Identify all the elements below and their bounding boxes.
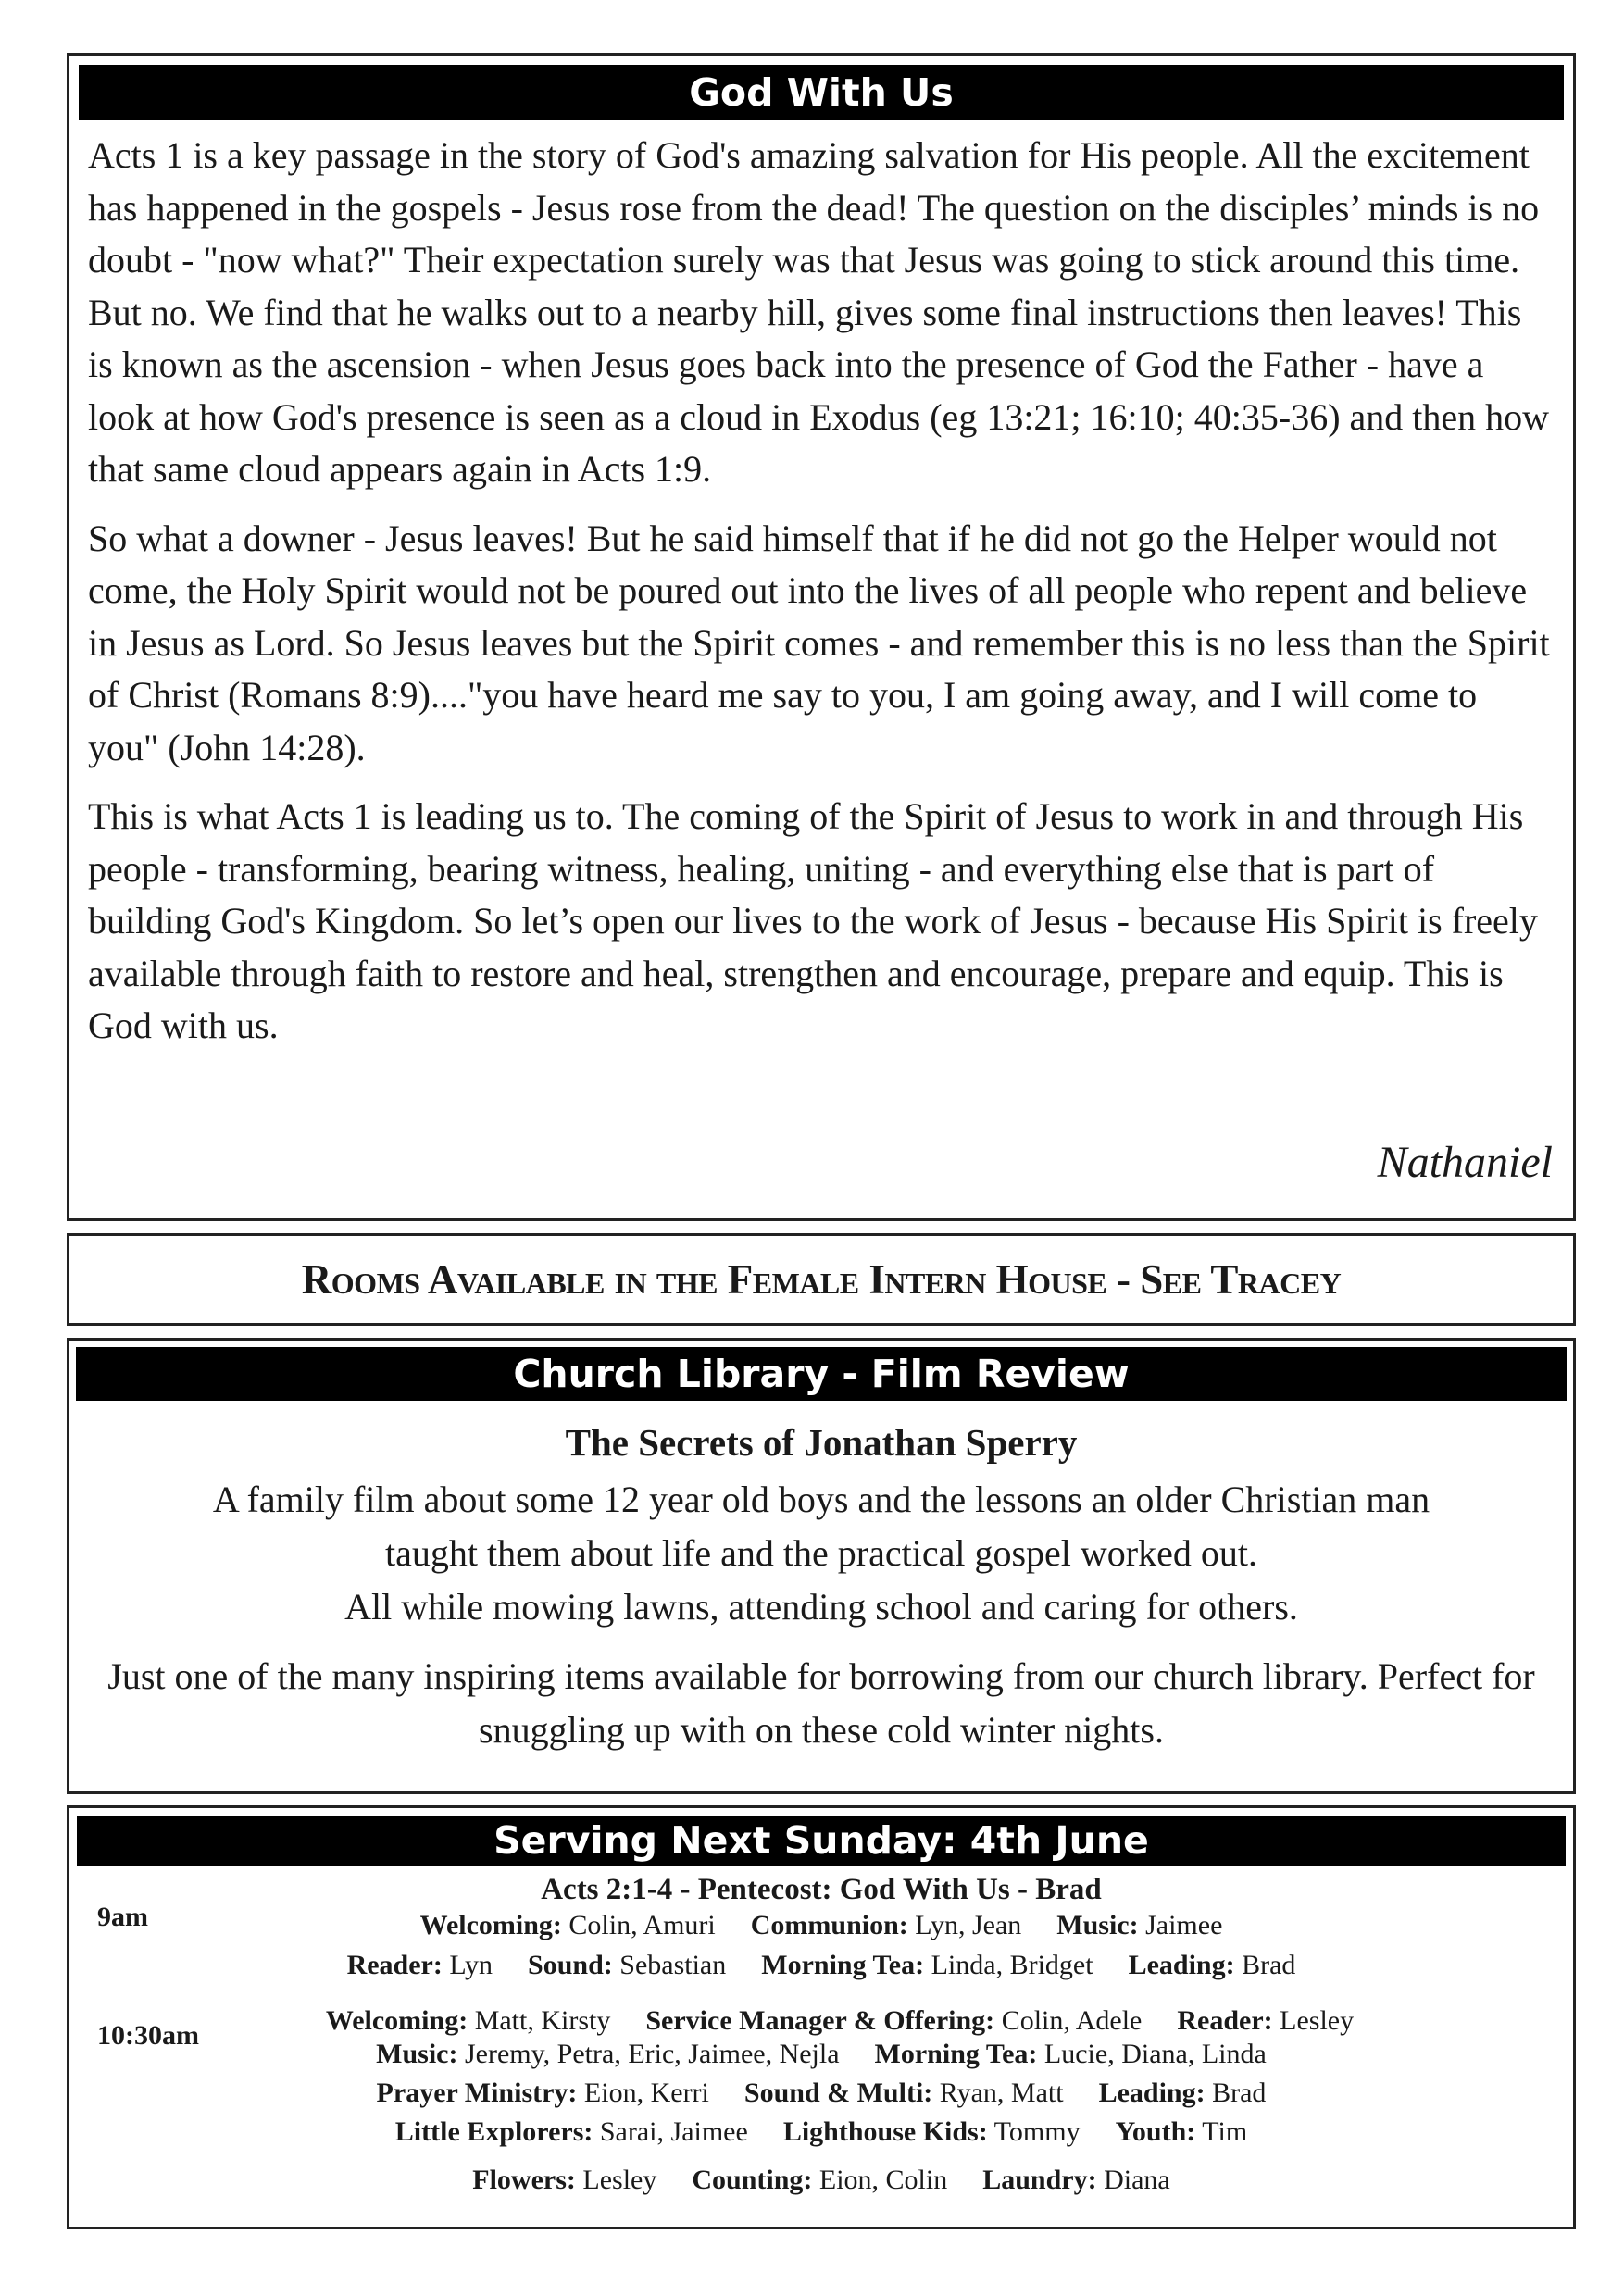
roster-role: Welcoming: (419, 1910, 562, 1940)
roster-names: Ryan, Matt (932, 2078, 1064, 2108)
roster-names: Linda, Bridget (924, 1950, 1093, 1980)
roster-role: Reader: (1177, 2005, 1273, 2036)
roster-role: Little Explorers: (394, 2116, 593, 2147)
library-heading: Church Library - Film Review (76, 1347, 1567, 1401)
roster-row (69, 1908, 1573, 1943)
serving-section (67, 1805, 1576, 2229)
film-description (79, 1473, 1564, 1634)
serving-subheading: Acts 2:1-4 - Pentecost: God With Us - Brad (541, 1873, 1102, 1906)
roster-role: Welcoming: (325, 2005, 468, 2036)
roster-role: Laundry: (982, 2165, 1097, 2195)
god-with-us-section (67, 53, 1576, 1221)
roster-role: Leading: (1128, 1950, 1235, 1980)
serving-heading: Serving Next Sunday: 4th June (77, 1816, 1566, 1866)
roster-role: Music: (1056, 1910, 1139, 1940)
description-line: A family film about some 12 year old boys and the lessons an older Christian man (212, 1479, 1430, 1520)
roster-names: Brad (1234, 1950, 1296, 1980)
roster-role: Communion: (750, 1910, 908, 1940)
roster-row (69, 2003, 1573, 2039)
roster-row (69, 2163, 1573, 2198)
roster-names: Lesley (1272, 2005, 1355, 2036)
roster-names: Jaimee (1138, 1910, 1223, 1940)
article-paragraph: This is what Acts 1 is leading us to. The coming of the Spirit of Jesus to work in and through His people - transforming, bearing witness, healing, uniting - and everything else that is part of building God's Kingdom. So let’s open our lives to the work of Jesus - because His Spirit is freely available through faith to restore and heal, strengthen and encourage, prepare and equip. This is God with us. (88, 795, 1538, 1046)
roster-role: Music: (376, 2039, 458, 2069)
roster-role: Morning Tea: (761, 1950, 925, 1980)
god-with-us-heading: God With Us (79, 65, 1564, 120)
roster-names: Diana (1096, 2165, 1170, 2195)
roster-names: Lyn, Jean (907, 1910, 1022, 1940)
slot-9am: 9am (97, 1902, 148, 1932)
roster-names: Lucie, Diana, Linda (1037, 2039, 1267, 2069)
library-closing: Just one of the many inspiring items available for borrowing from our church library. Perfect for snuggling up with on these cold winter nights. (107, 1655, 1535, 1751)
roster-names: Lyn (442, 1950, 493, 1980)
description-line: taught them about life and the practical gospel worked out. (385, 1532, 1257, 1574)
roster-names: Tim (1195, 2116, 1248, 2147)
library-section (67, 1338, 1576, 1794)
roster-names: Jeremy, Petra, Eric, Jaimee, Nejla (457, 2039, 840, 2069)
roster-role: Counting: (692, 2165, 813, 2195)
roster-names: Brad (1205, 2078, 1267, 2108)
article-paragraph: Acts 1 is a key passage in the story of God's amazing salvation for His people. All the excitement has happened in the gospels - Jesus rose from the dead! The question on the disciples’ minds is no doubt - "now what?" Their expectation surely was that Jesus was going to stick around this time. But no. We find that he walks out to a nearby hill, gives some final instructions then leaves! This is known as the ascension - when Jesus goes back into the presence of God the Father - have a look at how God's presence is seen as a cloud in Exodus (eg 13:21; 16:10; 40:35-36) and then how that same cloud appears again in Acts 1:9. (88, 134, 1550, 490)
roster-names: Lesley (575, 2165, 657, 2195)
film-title: The Secrets of Jonathan Sperry (565, 1421, 1078, 1464)
roster-role: Reader: (346, 1950, 443, 1980)
roster-row (69, 2115, 1573, 2150)
rooms-notice: Rooms Available in the Female Intern House - See Tracey (301, 1256, 1342, 1303)
roster-names: Eion, Kerri (577, 2078, 709, 2108)
article-paragraph: So what a downer - Jesus leaves! But he said himself that if he did not go the Helper would not come, the Holy Spirit would not be poured out into the lives of all people who repent and believe in Jesus as Lord. So Jesus leaves but the Spirit comes - and remember this is no less than the Spirit of Christ (Romans 8:9)...."you have heard me say to you, I am going away, and I will come to you" (John 14:28). (88, 517, 1550, 768)
roster-role: Lighthouse Kids: (782, 2116, 988, 2147)
description-line: All while mowing lawns, attending school and caring for others. (344, 1586, 1298, 1628)
roster-row (69, 1948, 1573, 1983)
roster-row (69, 2037, 1573, 2072)
rooms-notice-section (67, 1233, 1576, 1326)
roster-role: Flowers: (472, 2165, 576, 2195)
roster-names: Colin, Amuri (561, 1910, 716, 1940)
roster-names: Sebastian (612, 1950, 727, 1980)
roster-role: Leading: (1098, 2078, 1206, 2108)
roster-role: Sound: (528, 1950, 613, 1980)
roster-names: Tommy (987, 2116, 1081, 2147)
roster-role: Prayer Ministry: (376, 2078, 578, 2108)
article-body (88, 130, 1555, 1069)
roster-names: Eion, Colin (812, 2165, 948, 2195)
roster-names: Sarai, Jaimee (593, 2116, 748, 2147)
author-signature: Nathaniel (1377, 1138, 1553, 1187)
roster-role: Service Manager & Offering: (645, 2005, 995, 2036)
roster-role: Morning Tea: (874, 2039, 1038, 2069)
roster-names: Colin, Adele (994, 2005, 1143, 2036)
roster-names: Matt, Kirsty (468, 2005, 611, 2036)
slot-1030am: 10:30am (97, 2020, 199, 2051)
roster-role: Youth: (1115, 2116, 1196, 2147)
roster-row (69, 2076, 1573, 2111)
roster-role: Sound & Multi: (743, 2078, 933, 2108)
